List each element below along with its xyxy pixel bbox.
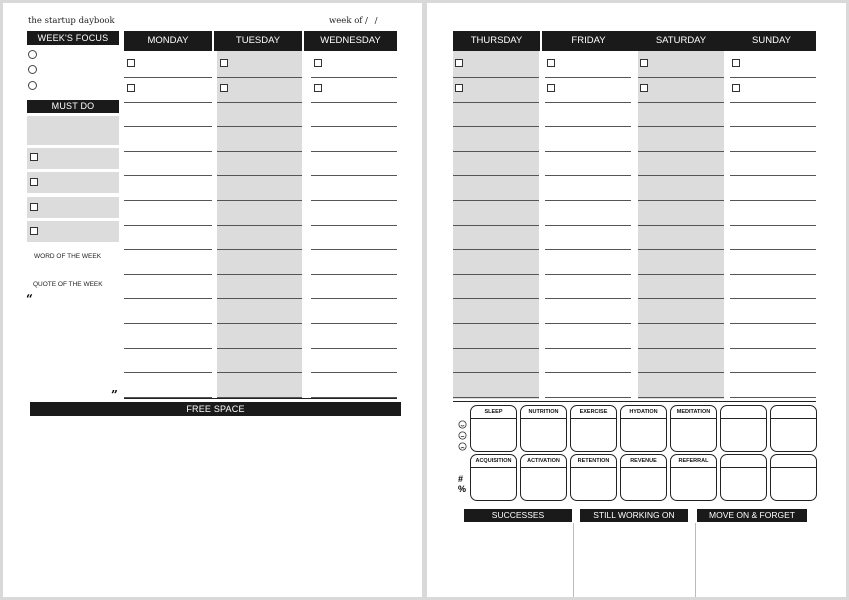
word-of-week-label: WORD OF THE WEEK [34, 253, 102, 260]
free-space-header: FREE SPACE [30, 402, 401, 416]
sunday-line-6 [730, 200, 816, 201]
sunday-line-9 [730, 274, 816, 275]
thursday-checkbox-2[interactable] [455, 84, 463, 92]
monday-line-12 [124, 348, 212, 349]
tuesday-checkbox-1[interactable] [220, 59, 228, 67]
smile-icon [459, 421, 466, 428]
tracker-row2-box-1[interactable] [470, 454, 517, 501]
saturday-line-1 [638, 77, 724, 78]
thursday-line-3 [453, 126, 539, 127]
tracker-row2-box-5[interactable] [670, 454, 717, 501]
focus-radio-2[interactable] [28, 65, 37, 74]
week-of-label: week of [329, 16, 363, 26]
tuesday-line-7 [217, 225, 302, 226]
friday-line-1 [545, 77, 631, 78]
saturday-line-3 [638, 126, 724, 127]
count-symbol: # [458, 474, 464, 484]
thursday-line-6 [453, 200, 539, 201]
saturday-line-10 [638, 298, 724, 299]
day-header-saturday: SATURDAY [635, 31, 727, 51]
friday-line-2 [545, 102, 631, 103]
successes-area[interactable] [464, 523, 572, 593]
free-space-area[interactable] [30, 418, 401, 593]
tracker-row2-label-1: ACQUISITION [471, 455, 516, 468]
monday-line-6 [124, 200, 212, 201]
monday-line-10 [124, 298, 212, 299]
left-page [3, 3, 422, 597]
friday-line-12 [545, 348, 631, 349]
friday-line-8 [545, 249, 631, 250]
friday-line-10 [545, 298, 631, 299]
sunday-checkbox-1[interactable] [732, 59, 740, 67]
monday-line-4 [124, 151, 212, 152]
tracker-row2-box-2[interactable] [520, 454, 567, 501]
neutral-face-icon [459, 432, 466, 439]
tuesday-line-5 [217, 175, 302, 176]
thursday-line-2 [453, 102, 539, 103]
wednesday-line-10 [311, 298, 397, 299]
tracker-row1-label-3: EXERCISE [571, 406, 616, 419]
saturday-line-7 [638, 225, 724, 226]
must-do-header: MUST DO [27, 100, 119, 113]
tracker-row2-box-3[interactable] [570, 454, 617, 501]
friday-line-3 [545, 126, 631, 127]
tracker-row1-label-2: NUTRITION [521, 406, 566, 419]
wednesday-line-13 [311, 372, 397, 373]
tracker-row1-box-7[interactable] [770, 405, 817, 452]
must-do-item-1[interactable] [27, 148, 119, 169]
wednesday-line-2 [311, 102, 397, 103]
focus-radio-3[interactable] [28, 81, 37, 90]
tracker-row1-box-1[interactable] [470, 405, 517, 452]
monday-line-7 [124, 225, 212, 226]
frown-icon [459, 443, 466, 450]
quote-of-week-label: QUOTE OF THE WEEK [33, 281, 103, 288]
tuesday-line-13 [217, 372, 302, 373]
tuesday-line-11 [217, 323, 302, 324]
must-do-checkbox-2[interactable] [30, 178, 38, 186]
monday-line-1 [124, 77, 212, 78]
friday-line-9 [545, 274, 631, 275]
thursday-line-9 [453, 274, 539, 275]
thursday-line-5 [453, 175, 539, 176]
must-do-main-box[interactable] [27, 116, 119, 145]
sunday-line-11 [730, 323, 816, 324]
percent-symbol: % [458, 484, 467, 494]
tuesday-line-1 [217, 77, 302, 78]
wednesday-line-5 [311, 175, 397, 176]
saturday-line-6 [638, 200, 724, 201]
quote-open-mark: “ [26, 292, 33, 306]
monday-line-11 [124, 323, 212, 324]
friday-line-14 [545, 397, 631, 398]
must-do-checkbox-4[interactable] [30, 227, 38, 235]
sunday-line-12 [730, 348, 816, 349]
saturday-line-13 [638, 372, 724, 373]
tracker-row2-box-7[interactable] [770, 454, 817, 501]
sunday-line-10 [730, 298, 816, 299]
weeks-focus-header: WEEK'S FOCUS [27, 31, 119, 45]
wednesday-line-7 [311, 225, 397, 226]
monday-checkbox-2[interactable] [127, 84, 135, 92]
tracker-row1-label-1: SLEEP [471, 406, 516, 419]
wednesday-line-3 [311, 126, 397, 127]
saturday-line-4 [638, 151, 724, 152]
must-do-item-4[interactable] [27, 221, 119, 242]
day-header-monday: MONDAY [124, 31, 212, 51]
successes-header: SUCCESSES [464, 509, 572, 522]
thursday-line-1 [453, 77, 539, 78]
bottom-divider-1 [573, 523, 574, 597]
saturday-line-9 [638, 274, 724, 275]
thursday-line-10 [453, 298, 539, 299]
wednesday-line-1 [311, 77, 397, 78]
monday-line-8 [124, 249, 212, 250]
thursday-line-7 [453, 225, 539, 226]
week-of-date: / / [365, 16, 380, 26]
bottom-divider-2 [695, 523, 696, 597]
sunday-line-7 [730, 225, 816, 226]
sunday-line-13 [730, 372, 816, 373]
still-working-on-header: STILL WORKING ON [580, 509, 688, 522]
tracker-top-rule [453, 401, 816, 402]
day-header-thursday: THURSDAY [453, 31, 540, 51]
tracker-row2-label-6 [721, 455, 766, 468]
wednesday-line-6 [311, 200, 397, 201]
tracker-row2-label-7 [771, 455, 816, 468]
tuesday-line-6 [217, 200, 302, 201]
tracker-row2-label-2: ACTIVATION [521, 455, 566, 468]
sunday-line-2 [730, 102, 816, 103]
focus-radio-1[interactable] [28, 50, 37, 59]
tuesday-line-3 [217, 126, 302, 127]
thursday-checkbox-1[interactable] [455, 59, 463, 67]
tracker-row2-label-4: REVENUE [621, 455, 666, 468]
move-on-forget-header: MOVE ON & FORGET [697, 509, 807, 522]
monday-line-9 [124, 274, 212, 275]
wednesday-line-12 [311, 348, 397, 349]
day-header-sunday: SUNDAY [727, 31, 816, 51]
thursday-line-11 [453, 323, 539, 324]
sunday-line-1 [730, 77, 816, 78]
must-do-item-2[interactable] [27, 172, 119, 193]
thursday-line-4 [453, 151, 539, 152]
tracker-row1-box-5[interactable] [670, 405, 717, 452]
day-header-friday: FRIDAY [542, 31, 635, 51]
right-page [427, 3, 846, 597]
wednesday-checkbox-1[interactable] [314, 59, 322, 67]
thursday-line-13 [453, 372, 539, 373]
tracker-row1-box-3[interactable] [570, 405, 617, 452]
tuesday-line-8 [217, 249, 302, 250]
wednesday-line-8 [311, 249, 397, 250]
monday-line-13 [124, 372, 212, 373]
sunday-checkbox-2[interactable] [732, 84, 740, 92]
sunday-line-3 [730, 126, 816, 127]
friday-line-4 [545, 151, 631, 152]
must-do-checkbox-1[interactable] [30, 153, 38, 161]
monday-checkbox-1[interactable] [127, 59, 135, 67]
sunday-line-4 [730, 151, 816, 152]
saturday-checkbox-1[interactable] [640, 59, 648, 67]
saturday-line-2 [638, 102, 724, 103]
saturday-line-5 [638, 175, 724, 176]
must-do-item-3[interactable] [27, 197, 119, 218]
friday-checkbox-1[interactable] [547, 59, 555, 67]
friday-line-13 [545, 372, 631, 373]
friday-line-5 [545, 175, 631, 176]
tracker-row1-label-5: MEDITATION [671, 406, 716, 419]
tracker-row2-box-4[interactable] [620, 454, 667, 501]
monday-line-3 [124, 126, 212, 127]
left-bottom-rule [124, 398, 397, 399]
wednesday-checkbox-2[interactable] [314, 84, 322, 92]
wednesday-line-9 [311, 274, 397, 275]
saturday-line-14 [638, 397, 724, 398]
tracker-row1-label-7 [771, 406, 816, 419]
friday-line-11 [545, 323, 631, 324]
thursday-line-12 [453, 348, 539, 349]
thursday-line-14 [453, 397, 539, 398]
sunday-line-14 [730, 397, 816, 398]
day-header-wednesday: WEDNESDAY [304, 31, 397, 51]
day-header-tuesday: TUESDAY [214, 31, 302, 51]
sunday-line-5 [730, 175, 816, 176]
friday-checkbox-2[interactable] [547, 84, 555, 92]
tuesday-line-9 [217, 274, 302, 275]
saturday-line-12 [638, 348, 724, 349]
saturday-line-11 [638, 323, 724, 324]
tracker-row2-box-6[interactable] [720, 454, 767, 501]
quote-close-mark: ” [111, 388, 118, 402]
tracker-row1-box-6[interactable] [720, 405, 767, 452]
tracker-row1-label-6 [721, 406, 766, 419]
tuesday-checkbox-2[interactable] [220, 84, 228, 92]
tracker-row2-label-5: REFERRAL [671, 455, 716, 468]
tracker-row1-label-4: HYDATION [621, 406, 666, 419]
tracker-row1-box-2[interactable] [520, 405, 567, 452]
tracker-row1-box-4[interactable] [620, 405, 667, 452]
wednesday-line-11 [311, 323, 397, 324]
tuesday-line-4 [217, 151, 302, 152]
brand-title: the startup daybook [28, 16, 115, 26]
monday-line-2 [124, 102, 212, 103]
mood-icons [458, 420, 467, 452]
move-on-forget-area[interactable] [697, 523, 807, 593]
sunday-line-8 [730, 249, 816, 250]
saturday-line-8 [638, 249, 724, 250]
tuesday-line-12 [217, 348, 302, 349]
must-do-checkbox-3[interactable] [30, 203, 38, 211]
still-working-on-area[interactable] [580, 523, 688, 593]
monday-line-5 [124, 175, 212, 176]
saturday-checkbox-2[interactable] [640, 84, 648, 92]
friday-line-7 [545, 225, 631, 226]
thursday-line-8 [453, 249, 539, 250]
tuesday-line-10 [217, 298, 302, 299]
tuesday-line-2 [217, 102, 302, 103]
wednesday-line-4 [311, 151, 397, 152]
friday-line-6 [545, 200, 631, 201]
tracker-row2-label-3: RETENTION [571, 455, 616, 468]
